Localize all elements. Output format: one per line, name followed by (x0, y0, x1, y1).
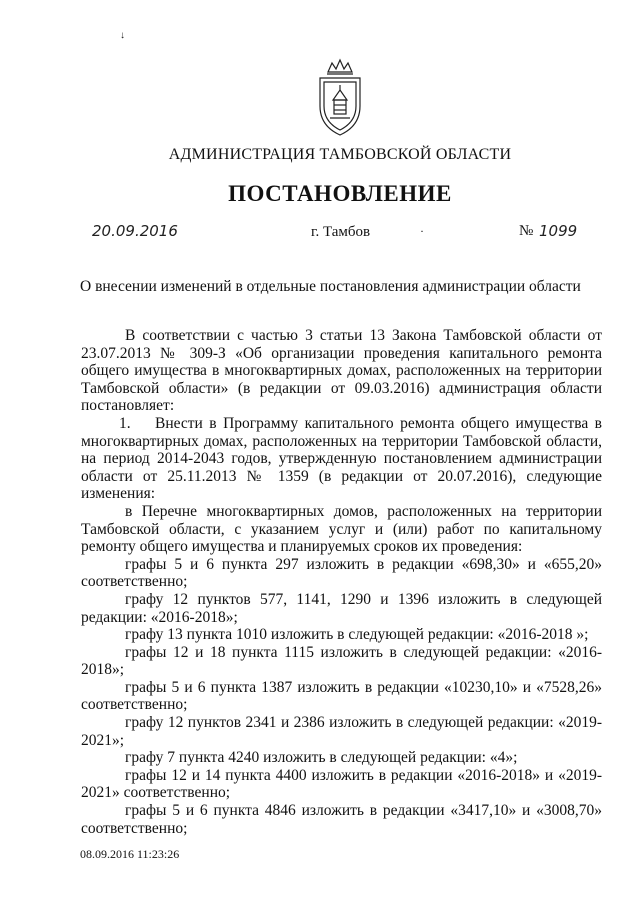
number-label: № (519, 223, 534, 239)
edit-paragraph: графу 12 пунктов 2341 и 2386 изложить в следующей редакции: «2019-2021»; (81, 714, 602, 749)
coat-of-arms-icon (312, 56, 368, 138)
organization-name: АДМИНИСТРАЦИЯ ТАМБОВСКОЙ ОБЛАСТИ (168, 146, 512, 163)
document-city: г. Тамбов (311, 224, 371, 240)
edit-paragraph: графу 13 пункта 1010 изложить в следующей редакции: «2016-2018 »; (125, 626, 589, 644)
edit-paragraph: графы 12 и 14 пункта 4400 изложить в редакции «2016-2018» и «2019-2021» соответственно; (81, 766, 602, 802)
preamble-paragraph: В соответствии с частью 3 статьи 13 Закона Тамбовской области от 23.07.2013 № 309-З «Об организации проведения капитального ремонта общего имущества в многоквартирных домах, расположенных на территории Тамбовской области» (в редакции от 09.03.2016) администрация области постановляет: (81, 327, 602, 415)
edit-paragraph: графы 5 и 6 пункта 4846 изложить в редакции «3417,10» и «3008,70» соответственно; (81, 802, 602, 837)
corner-mark: ↓ (120, 30, 125, 41)
print-timestamp: 08.09.2016 11:23:26 (80, 847, 180, 861)
document-type: ПОСТАНОВЛЕНИЕ (228, 181, 452, 206)
document-date: 20.09.2016 (92, 222, 178, 240)
edit-paragraph: графу 7 пункта 4240 изложить в следующей редакции: «4»; (125, 749, 518, 767)
edit-paragraph: графы 5 и 6 пункта 1387 изложить в редакции «10230,10» и «7528,26» соответственно; (81, 678, 602, 714)
item-1-text: Внести в Программу капитального ремонта общего имущества в многоквартирных домах, расположенных на территории Тамбовской области, на период 2014-2043 годов, утвержденную постановлением администрации области от 25.11.2013 № 1359 (в редакции от 20.07.2016), следующие изменения: (81, 414, 602, 503)
document-subject: О внесении изменений в отдельные постановления администрации области (80, 278, 581, 295)
edit-paragraph: графу 12 пунктов 577, 1141, 1290 и 1396 изложить в следующей редакции: «2016-2018»; (81, 590, 602, 626)
item-1-number: 1. (119, 414, 131, 432)
stray-dot: · (420, 224, 424, 238)
document-body (81, 327, 602, 837)
list-intro-paragraph: в Перечне многоквартирных домов, расположенных на территории Тамбовской области, с указанием услуг и (или) работ по капитальному ремонту общего имущества и планируемых сроков их проведения: (81, 502, 602, 556)
item-1-paragraph (81, 415, 602, 503)
edit-paragraph: графы 5 и 6 пункта 297 изложить в редакции «698,30» и «655,20» соответственно; (81, 555, 602, 591)
document-number: 1099 (539, 222, 578, 240)
edit-paragraph: графы 12 и 18 пункта 1115 изложить в следующей редакции: «2016-2018»; (81, 643, 602, 679)
